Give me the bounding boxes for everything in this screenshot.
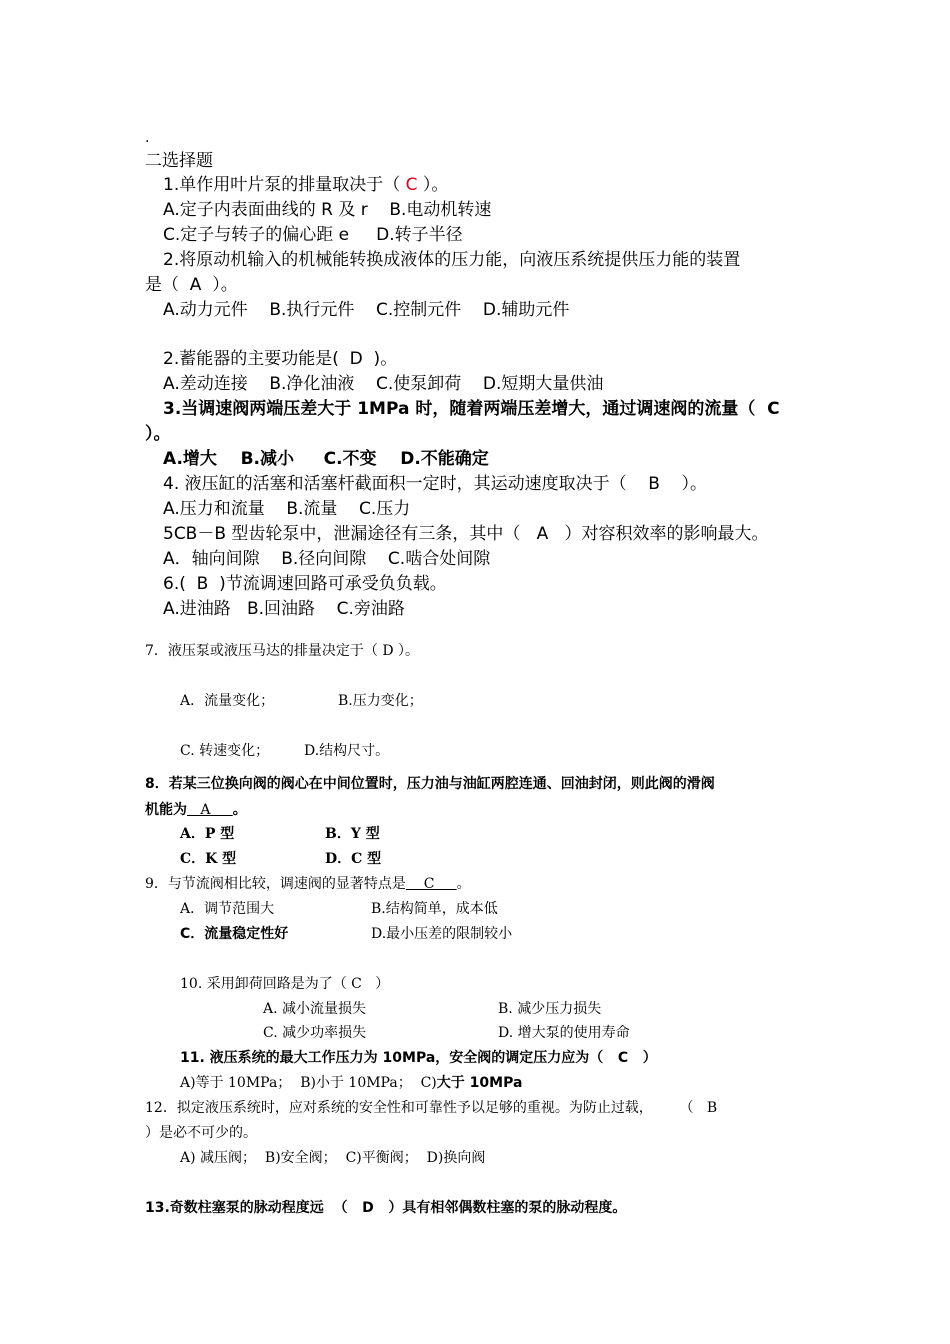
- question-1-answer: C: [405, 175, 418, 195]
- question-7-option-b: B.压力变化；: [338, 693, 423, 709]
- question-5-stem: 5CB－B 型齿轮泵中，泄漏途径有三条，其中（ A ）对容积效率的影响最大。: [163, 524, 769, 544]
- question-11-options-pre: A)等于 10MPa； B)小于 10MPa； C): [180, 1075, 437, 1091]
- question-10-option-a: A. 减小流量损失: [263, 1001, 367, 1017]
- question-10-option-b: B. 减少压力损失: [498, 1001, 602, 1017]
- question-12-line2: ）是必不可少的。: [145, 1125, 257, 1141]
- question-3-line2: ）。: [145, 424, 171, 444]
- question-7-option-a: A．流量变化；: [180, 693, 275, 709]
- question-7-stem: 7．液压泵或液压马达的排量决定于（ D ）。: [145, 643, 420, 659]
- question-12-line1: 12．拟定液压系统时，应对系统的安全性和可靠性予以足够的重视。为防止过载， （ B: [145, 1100, 718, 1116]
- question-2b-options: A.差动连接 B.净化油液 C.使泵卸荷 D.短期大量供油: [163, 374, 604, 394]
- question-8-line1: 8．若某三位换向阀的阀心在中间位置时，压力油与油缸两腔连通、回油封闭，则此阀的滑阀: [145, 776, 715, 792]
- question-10-option-d: D. 增大泵的使用寿命: [498, 1025, 630, 1041]
- stray-dot: .: [145, 130, 150, 146]
- question-13-stem: 13.奇数柱塞泵的脉动程度远 （ D ）具有相邻偶数柱塞的泵的脉动程度。: [145, 1200, 627, 1216]
- question-4-stem: 4. 液压缸的活塞和活塞杆截面积一定时，其运动速度取决于（ B ）。: [163, 474, 708, 494]
- question-10-stem: 10. 采用卸荷回路是为了（ C ）: [180, 976, 390, 992]
- question-10-option-c: C. 减少功率损失: [263, 1025, 367, 1041]
- question-8-line2-post: 。: [232, 802, 247, 818]
- question-1-post: ）。: [417, 175, 449, 195]
- question-9-option-b: B.结构简单，成本低: [371, 901, 498, 917]
- question-8-option-a: A．P 型: [180, 826, 235, 842]
- question-1-options-line2: C.定子与转子的偏心距 e D.转子半径: [163, 225, 463, 245]
- question-5-options: A．轴向间隙 B.径向间隙 C.啮合处间隙: [163, 549, 491, 569]
- question-7-option-c: C. 转速变化；: [180, 743, 270, 759]
- question-8-option-c: C．K 型: [180, 851, 237, 867]
- question-9-option-c: C．流量稳定性好: [180, 926, 289, 942]
- question-11-options-bold: 大于 10MPa: [436, 1075, 523, 1091]
- question-9-pre: 9．与节流阀相比较，调速阀的显著特点是: [145, 876, 406, 892]
- question-2a-options: A.动力元件 B.执行元件 C.控制元件 D.辅助元件: [163, 300, 570, 320]
- section-title: 二选择题: [145, 151, 213, 171]
- question-2b-stem: 2.蓄能器的主要功能是( D )。: [163, 349, 398, 369]
- question-1: [163, 174, 448, 196]
- question-7-option-d: D.结构尺寸。: [304, 743, 390, 759]
- question-2a-line1: 2.将原动机输入的机械能转换成液体的压力能，向液压系统提供压力能的装置: [163, 250, 741, 270]
- question-12-options: A) 减压阀； B)安全阀； C)平衡阀； D)换向阀: [180, 1150, 486, 1166]
- question-9-option-d: D.最小压差的限制较小: [371, 926, 513, 942]
- question-8-option-d: D．C 型: [325, 851, 382, 867]
- question-8-line2-pre: 机能为: [145, 802, 187, 818]
- question-9-stem: [145, 873, 471, 895]
- question-11-options: [180, 1072, 522, 1094]
- question-11-stem: 11. 液压系统的最大工作压力为 10MPa，安全阀的调定压力应为（ C ）: [180, 1050, 657, 1066]
- question-6-options: A.进油路 B.回油路 C.旁油路: [163, 599, 405, 619]
- question-8-line2: [145, 799, 247, 821]
- question-8-answer-blank: A: [187, 802, 233, 818]
- question-9-post: 。: [456, 876, 471, 892]
- question-1-options-line1: A.定子内表面曲线的 R 及 r B.电动机转速: [163, 200, 492, 220]
- question-3-line1: 3.当调速阀两端压差大于 1MPa 时，随着两端压差增大，通过调速阀的流量（ C: [163, 399, 780, 419]
- question-6-stem: 6.( B )节流调速回路可承受负负载。: [163, 574, 447, 594]
- question-8-option-b: B．Y 型: [325, 826, 380, 842]
- question-1-pre: 1.单作用叶片泵的排量取决于（: [163, 175, 406, 195]
- question-9-answer-blank: C: [405, 876, 457, 892]
- question-2a-line2: 是（ A ）。: [145, 275, 238, 295]
- question-4-options: A.压力和流量 B.流量 C.压力: [163, 499, 411, 519]
- question-9-option-a: A．调节范围大: [180, 901, 275, 917]
- question-3-options: A.增大 B.减小 C.不变 D.不能确定: [163, 449, 489, 469]
